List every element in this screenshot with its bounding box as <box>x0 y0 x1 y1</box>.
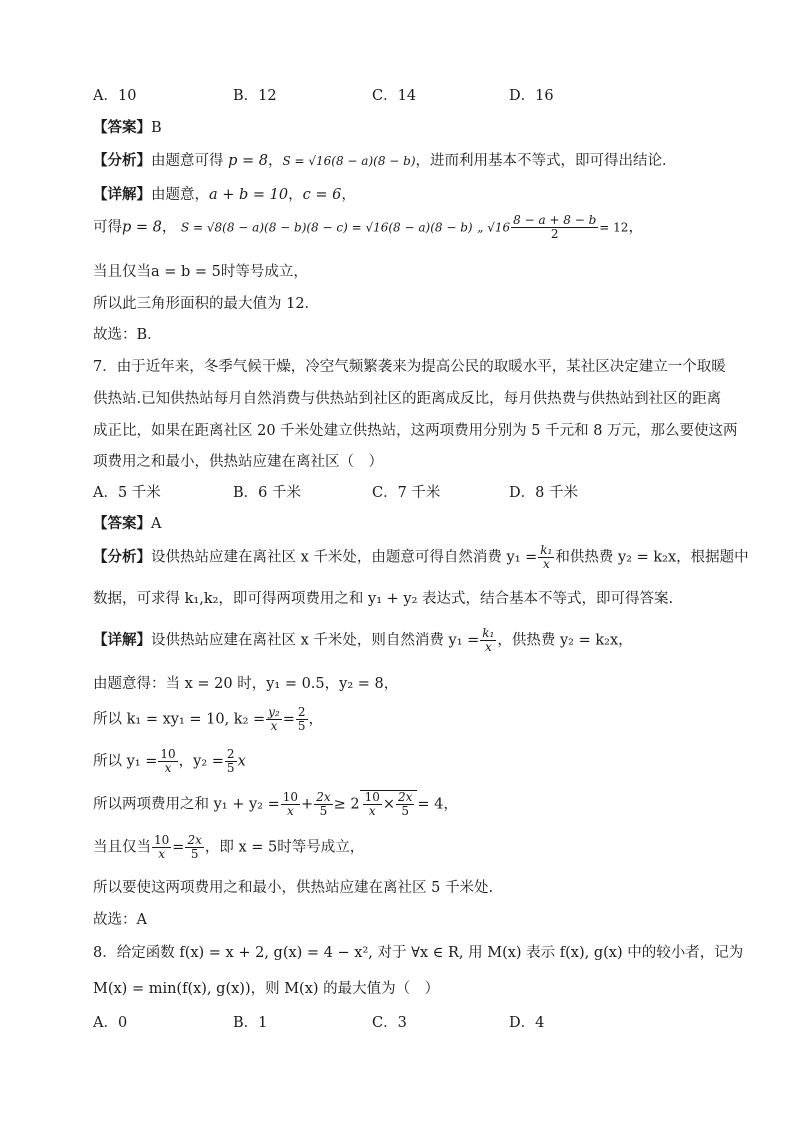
text: + <box>301 796 314 813</box>
text: 可得 <box>93 219 122 236</box>
text-end: ， <box>308 711 324 728</box>
fraction-denominator: 5 <box>297 719 306 733</box>
detail-tag: 【详解】 <box>93 186 151 203</box>
q6-choice: 故选：B． <box>93 327 162 343</box>
detail-tag: 【详解】 <box>93 631 151 649</box>
q7-given-values: 由题意得：当 x = 20 时，y₁ = 0.5，y₂ = 8， <box>93 676 399 692</box>
fraction <box>266 706 282 733</box>
q7-expressions <box>93 748 246 775</box>
fraction-denominator: x <box>368 804 376 818</box>
text: ≥ 2 <box>333 796 360 813</box>
q7-choice: 故选：A <box>93 912 147 928</box>
q7-stem-line: 供热站.已知供热站每月自然消费与供热站到社区的距离成反比，每月供热费与供热站到社区的距离 <box>93 391 722 407</box>
q6-equality-condition: 当且仅当a = b = 5时等号成立， <box>93 264 308 280</box>
q8-option-d: D．4 <box>509 1015 545 1031</box>
formula-s: S = √16(8 − a)(8 − b) <box>282 154 416 168</box>
fraction <box>225 748 237 775</box>
q6-conclusion: 所以此三角形面积的最大值为 12． <box>93 296 320 312</box>
formula-bound: „ √16 <box>477 220 511 235</box>
q7-conclusion: 所以要使这两项费用之和最小，供热站应建在离社区 5 千米处. <box>93 880 494 896</box>
fraction-numerator: 2x <box>187 833 202 847</box>
fraction-numerator: 2x <box>316 790 331 804</box>
fraction <box>511 214 598 241</box>
formula-s-expanded: S = √8(8 − a)(8 − b)(8 − c) = √16(8 − a)(8 − b) <box>180 220 473 235</box>
fraction-numerator: k₁ <box>482 626 495 640</box>
fraction-denominator: x <box>158 847 166 861</box>
fraction-denominator: 2 <box>550 227 559 241</box>
detail-text: 由题意， <box>151 187 209 203</box>
detail-text: 设供热站应建在离社区 x 千米处，则自然消费 y₁ = <box>151 632 480 649</box>
text: 当且仅当 <box>93 839 151 856</box>
fraction-numerator: 2x <box>398 790 413 804</box>
analysis-tag: 【分析】 <box>93 548 151 566</box>
fraction-denominator: 5 <box>401 804 410 818</box>
fraction <box>314 791 332 818</box>
answer-tag: 【答案】 <box>93 515 151 532</box>
q6-detail-line2: 可得p = 8， S = √8(8 − a)(8 − b)(8 − c) = √16(8 − a)(8 − b) „ √16 $\frac{8 - a + 8 - b}{2}$ = 12， <box>93 213 643 241</box>
formula-result: = 12 <box>599 220 629 235</box>
q8-options <box>93 1011 713 1031</box>
fraction <box>480 627 496 654</box>
fraction-numerator: 10 <box>364 790 380 804</box>
q7-option-a: A．5 千米 <box>93 485 161 501</box>
fraction-numerator: k₁ <box>540 543 553 557</box>
answer-value: A <box>151 516 162 532</box>
fraction-denominator: 5 <box>190 847 199 861</box>
q7-options <box>93 481 713 501</box>
q6-option-d: D．16 <box>509 88 554 104</box>
q7-option-d: D．8 千米 <box>509 485 578 501</box>
text-end: = 4， <box>417 796 458 813</box>
q8-option-a: A．0 <box>93 1015 128 1031</box>
q7-option-b: B．6 千米 <box>233 485 301 501</box>
square-root <box>360 790 418 818</box>
text-end: x <box>237 753 246 770</box>
text-end: ，即 x = 5时等号成立， <box>204 839 365 856</box>
q7-option-c: C．7 千米 <box>372 485 441 501</box>
fraction-denominator: x <box>287 804 294 818</box>
fraction-denominator: x <box>542 557 550 571</box>
answer-tag: 【答案】 <box>93 119 151 136</box>
q7-answer <box>93 512 161 533</box>
q7-solve-k <box>93 706 323 733</box>
q6-option-c: C．14 <box>372 88 417 104</box>
formula-c: c = 6 <box>302 187 342 203</box>
text: = <box>172 839 185 856</box>
formula-p: p = 8 <box>122 219 162 236</box>
fraction-numerator: 2 <box>297 705 306 719</box>
analysis-text: 设供热站应建在离社区 x 千米处，由题意可得自然消费 y₁ = <box>151 549 538 566</box>
fraction <box>538 544 554 571</box>
detail-end: ， <box>341 187 356 203</box>
analysis-text-end: ，进而利用基本不等式，即可得出结论． <box>415 153 677 169</box>
q6-options <box>93 84 713 104</box>
text: × <box>382 796 396 813</box>
fraction-numerator: y₂ <box>268 705 280 719</box>
analysis-tag: 【分析】 <box>93 152 151 169</box>
q7-detail <box>93 627 633 654</box>
fraction-denominator: 5 <box>226 761 235 775</box>
fraction <box>281 791 300 818</box>
fraction <box>185 834 203 861</box>
q6-answer <box>93 116 162 137</box>
fraction-numerator: 10 <box>154 833 170 847</box>
text-end: ， <box>628 219 643 236</box>
q6-detail <box>93 183 356 204</box>
fraction-denominator: 5 <box>319 804 328 818</box>
formula-p: p = 8 <box>228 153 268 169</box>
q7-inequality <box>93 790 458 818</box>
fraction <box>158 748 177 775</box>
fraction-denominator: x <box>164 761 172 775</box>
text: 所以 k₁ = xy₁ = 10, k₂ = <box>93 711 266 728</box>
fraction <box>152 834 171 861</box>
q7-analysis <box>93 544 749 571</box>
q6-option-b: B．12 <box>233 88 277 104</box>
text: 所以 y₁ = <box>93 753 158 770</box>
fraction-numerator: 10 <box>160 747 176 761</box>
text: ，y₂ = <box>178 753 224 770</box>
fraction-denominator: x <box>270 719 278 733</box>
q8-option-c: C．3 <box>372 1015 407 1031</box>
fraction <box>396 791 414 818</box>
q7-stem-line: 成正比，如果在距离社区 20 千米处建立供热站，这两项费用分别为 5 千元和 8 万元，那么要使这两 <box>93 423 738 439</box>
analysis-text: 和供热费 y₂ = k₂x，根据题中 <box>555 549 749 566</box>
q7-equality-condition <box>93 834 364 861</box>
fraction-numerator: 8 − a + 8 − b <box>513 213 597 227</box>
text: 所以两项费用之和 y₁ + y₂ = <box>93 796 280 813</box>
detail-comma: ， <box>288 187 303 203</box>
formula-ab: a + b = 10 <box>209 187 289 203</box>
q7-analysis-line2: 数据，可求得 k₁,k₂，即可得两项费用之和 y₁ + y₂ 表达式，结合基本不等式，即可得答案. <box>93 591 674 607</box>
q8-stem-line: M(x) = min(f(x), g(x))，则 M(x) 的最大值为（ ） <box>93 981 440 997</box>
q6-analysis: 【分析】由题意可得 p = 8，S = √16(8 − a)(8 − b)，进而利用基本不等式，即可得出结论． <box>93 152 677 169</box>
answer-value: B <box>151 120 162 136</box>
detail-text: ，供热费 y₂ = k₂x， <box>497 632 633 649</box>
text: = <box>282 711 295 728</box>
analysis-text: 由题意可得 <box>151 153 224 169</box>
fraction <box>296 706 308 733</box>
fraction <box>363 791 382 818</box>
fraction-numerator: 2 <box>226 747 235 761</box>
fraction-numerator: 10 <box>282 790 299 804</box>
q7-stem-line: 项费用之和最小，供热站应建在离社区（ ） <box>93 454 383 470</box>
q6-option-a: A．10 <box>93 88 137 104</box>
fraction-denominator: x <box>484 640 492 654</box>
q8-option-b: B．1 <box>233 1015 268 1031</box>
q7-stem-line: 7．由于近年来，冬季气候干燥，冷空气频繁袭来为提高公民的取暖水平，某社区决定建立一个取暖 <box>93 359 726 375</box>
q8-stem-line: 8．给定函数 f(x) = x + 2, g(x) = 4 − x², 对于 ∀x ∈ R, 用 M(x) 表示 f(x), g(x) 中的较小者，记为 <box>93 945 744 961</box>
